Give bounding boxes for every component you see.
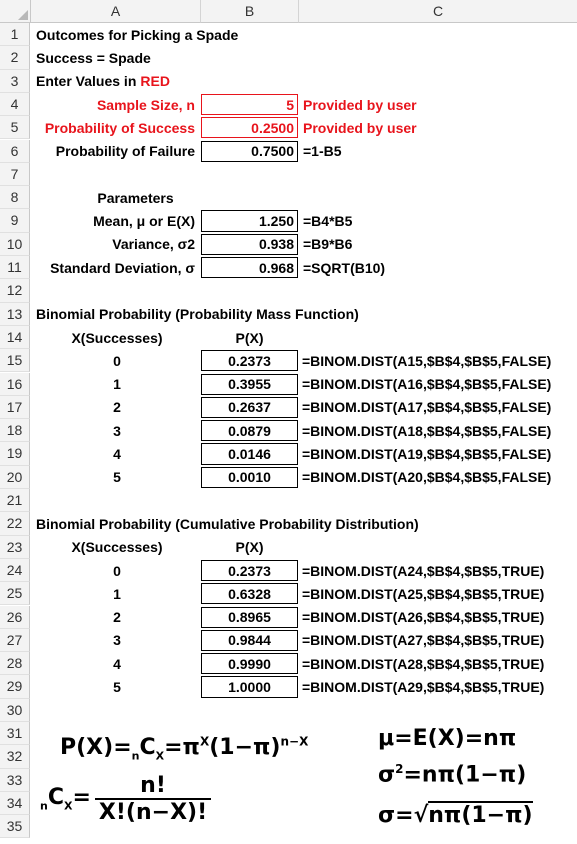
combination-fraction	[95, 773, 211, 825]
mean-value[interactable]: 1.250	[201, 210, 298, 231]
sd-cell-formula[interactable]: =SQRT(B10)	[303, 259, 386, 276]
combination-formula	[40, 773, 211, 825]
prob-failure-formula[interactable]: =1-B5	[303, 143, 342, 160]
pmf-formula-cell[interactable]: =BINOM.DIST(A16,$B$4,$B$5,FALSE)	[302, 376, 552, 393]
row-header[interactable]: 19	[0, 442, 30, 465]
row-header[interactable]: 8	[0, 186, 30, 209]
pmf-x-value[interactable]: 2	[113, 399, 121, 416]
row-header[interactable]: 2	[0, 46, 30, 69]
row-header[interactable]: 6	[0, 140, 30, 163]
select-all-icon	[18, 10, 28, 20]
cdf-p-value[interactable]: 0.9844	[201, 630, 298, 651]
pmf-formula-cell[interactable]: =BINOM.DIST(A19,$B$4,$B$5,FALSE)	[302, 446, 552, 463]
pmf-p-value[interactable]: 0.0879	[201, 420, 298, 441]
row-header[interactable]: 17	[0, 396, 30, 419]
cdf-x-value[interactable]: 0	[113, 562, 121, 579]
mean-formula: μ=E(X)=nπ	[378, 726, 517, 751]
pmf-formula	[60, 735, 308, 763]
sample-size-label[interactable]: Sample Size, n	[96, 96, 195, 113]
row-header[interactable]: 21	[0, 489, 30, 512]
sd-label[interactable]: Standard Deviation, σ	[50, 259, 195, 276]
row-header[interactable]: 24	[0, 559, 30, 582]
row-header[interactable]: 22	[0, 512, 30, 535]
row-header[interactable]: 20	[0, 466, 30, 489]
select-all-corner[interactable]	[0, 0, 31, 23]
instruction-cell[interactable]	[33, 71, 333, 92]
prob-success-note[interactable]: Provided by user	[303, 119, 417, 136]
prob-failure-label[interactable]: Probability of Failure	[55, 143, 195, 160]
pmf-x-value[interactable]: 4	[113, 446, 121, 463]
pmf-formula-cell[interactable]: =BINOM.DIST(A20,$B$4,$B$5,FALSE)	[302, 469, 552, 486]
row-header[interactable]: 3	[0, 70, 30, 93]
cdf-x-value[interactable]: 1	[113, 585, 121, 602]
column-header-a[interactable]: A	[31, 0, 201, 23]
row-header[interactable]: 32	[0, 745, 30, 768]
prob-success-label[interactable]: Probability of Success	[44, 119, 195, 136]
row-header[interactable]: 23	[0, 536, 30, 559]
pmf-p-value[interactable]: 0.3955	[201, 374, 298, 395]
row-header[interactable]: 18	[0, 419, 30, 442]
row-header[interactable]: 30	[0, 699, 30, 722]
pmf-p-value[interactable]: 0.0146	[201, 443, 298, 464]
instruction-red-text: RED	[140, 73, 170, 90]
variance-label[interactable]: Variance, σ2	[112, 236, 195, 253]
pmf-title[interactable]: Binomial Probability (Probability Mass Function)	[36, 306, 359, 323]
instruction-text: Enter Values in	[36, 73, 137, 90]
pmf-formula-cell[interactable]: =BINOM.DIST(A17,$B$4,$B$5,FALSE)	[302, 399, 552, 416]
row-header[interactable]: 34	[0, 792, 30, 815]
row-header[interactable]: 31	[0, 722, 30, 745]
row-header[interactable]: 9	[0, 209, 30, 232]
title-cell[interactable]: Outcomes for Picking a Spade	[36, 26, 239, 43]
cdf-p-value[interactable]: 0.2373	[201, 560, 298, 581]
row-header[interactable]: 27	[0, 629, 30, 652]
combination-lhs: $_nC_X=$	[40, 785, 91, 813]
row-header[interactable]: 10	[0, 233, 30, 256]
pmf-formula-cell[interactable]: =BINOM.DIST(A18,$B$4,$B$5,FALSE)	[302, 422, 552, 439]
combination-denominator: X!(n−X)!	[95, 798, 211, 825]
row-header[interactable]: 5	[0, 116, 30, 139]
cdf-formula-cell[interactable]: =BINOM.DIST(A25,$B$4,$B$5,TRUE)	[302, 585, 545, 602]
row-header[interactable]: 33	[0, 769, 30, 792]
variance-formula: $\sigma^2=n\pi(1-\pi)$	[378, 762, 527, 788]
pmf-col-x-header[interactable]: X(Successes)	[71, 329, 163, 346]
pmf-x-value[interactable]: 5	[113, 469, 121, 486]
variance-cell-formula[interactable]: =B9*B6	[303, 236, 353, 253]
cdf-x-value[interactable]: 4	[113, 655, 121, 672]
cdf-p-value[interactable]: 0.8965	[201, 607, 298, 628]
cdf-formula-cell[interactable]: =BINOM.DIST(A24,$B$4,$B$5,TRUE)	[302, 562, 545, 579]
prob-success-input[interactable]: 0.2500	[201, 117, 298, 138]
column-header-c[interactable]: C	[299, 0, 577, 23]
row-header[interactable]: 4	[0, 93, 30, 116]
pmf-p-value[interactable]: 0.0010	[201, 467, 298, 488]
pmf-x-value[interactable]: 3	[113, 422, 121, 439]
pmf-formula-cell[interactable]: =BINOM.DIST(A15,$B$4,$B$5,FALSE)	[302, 352, 552, 369]
row-header[interactable]: 35	[0, 815, 30, 838]
success-cell[interactable]: Success = Spade	[36, 49, 151, 66]
row-header[interactable]: 11	[0, 256, 30, 279]
row-header[interactable]: 29	[0, 675, 30, 698]
sd-formula: σ=√nπ(1−π)	[378, 803, 533, 828]
mean-label[interactable]: Mean, μ or E(X)	[93, 213, 195, 230]
row-header[interactable]: 7	[0, 163, 30, 186]
cdf-formula-cell[interactable]: =BINOM.DIST(A27,$B$4,$B$5,TRUE)	[302, 632, 545, 649]
cdf-x-value[interactable]: 5	[113, 679, 121, 696]
cdf-formula-cell[interactable]: =BINOM.DIST(A29,$B$4,$B$5,TRUE)	[302, 679, 545, 696]
row-header[interactable]: 13	[0, 303, 30, 326]
row-header[interactable]: 14	[0, 326, 30, 349]
sd-value[interactable]: 0.968	[201, 257, 298, 278]
pmf-col-p-header[interactable]: P(X)	[235, 329, 264, 346]
variance-value[interactable]: 0.938	[201, 234, 298, 255]
row-header[interactable]: 28	[0, 652, 30, 675]
row-header[interactable]: 25	[0, 582, 30, 605]
pmf-p-value[interactable]: 0.2637	[201, 397, 298, 418]
pmf-x-value[interactable]: 0	[113, 352, 121, 369]
pmf-x-value[interactable]: 1	[113, 376, 121, 393]
cdf-formula-cell[interactable]: =BINOM.DIST(A26,$B$4,$B$5,TRUE)	[302, 609, 545, 626]
cdf-x-value[interactable]: 3	[113, 632, 121, 649]
sample-size-input[interactable]: 5	[201, 94, 298, 115]
row-header[interactable]: 1	[0, 23, 30, 46]
cdf-title[interactable]: Binomial Probability (Cumulative Probability Distribution)	[36, 515, 419, 532]
prob-failure-value[interactable]: 0.7500	[201, 141, 298, 162]
parameters-title[interactable]: Parameters	[97, 189, 174, 206]
cdf-x-value[interactable]: 2	[113, 609, 121, 626]
row-header[interactable]: 12	[0, 279, 30, 302]
cdf-formula-cell[interactable]: =BINOM.DIST(A28,$B$4,$B$5,TRUE)	[302, 655, 545, 672]
column-header-b[interactable]: B	[201, 0, 299, 23]
cdf-p-value[interactable]: 0.9990	[201, 653, 298, 674]
combination-numerator: n!	[140, 773, 166, 798]
cdf-p-value[interactable]: 1.0000	[201, 676, 298, 697]
pmf-p-value[interactable]: 0.2373	[201, 350, 298, 371]
pmf-formula-text: $P(X)=_nC_X=\pi^X(1-\pi)^{n-X}$	[60, 735, 309, 763]
cdf-col-p-header[interactable]: P(X)	[235, 539, 264, 556]
sample-size-note[interactable]: Provided by user	[303, 96, 417, 113]
row-header[interactable]: 26	[0, 606, 30, 629]
mean-cell-formula[interactable]: =B4*B5	[303, 213, 353, 230]
cdf-col-x-header[interactable]: X(Successes)	[71, 539, 163, 556]
row-header[interactable]: 15	[0, 349, 30, 372]
row-header[interactable]: 16	[0, 373, 30, 396]
cdf-p-value[interactable]: 0.6328	[201, 583, 298, 604]
